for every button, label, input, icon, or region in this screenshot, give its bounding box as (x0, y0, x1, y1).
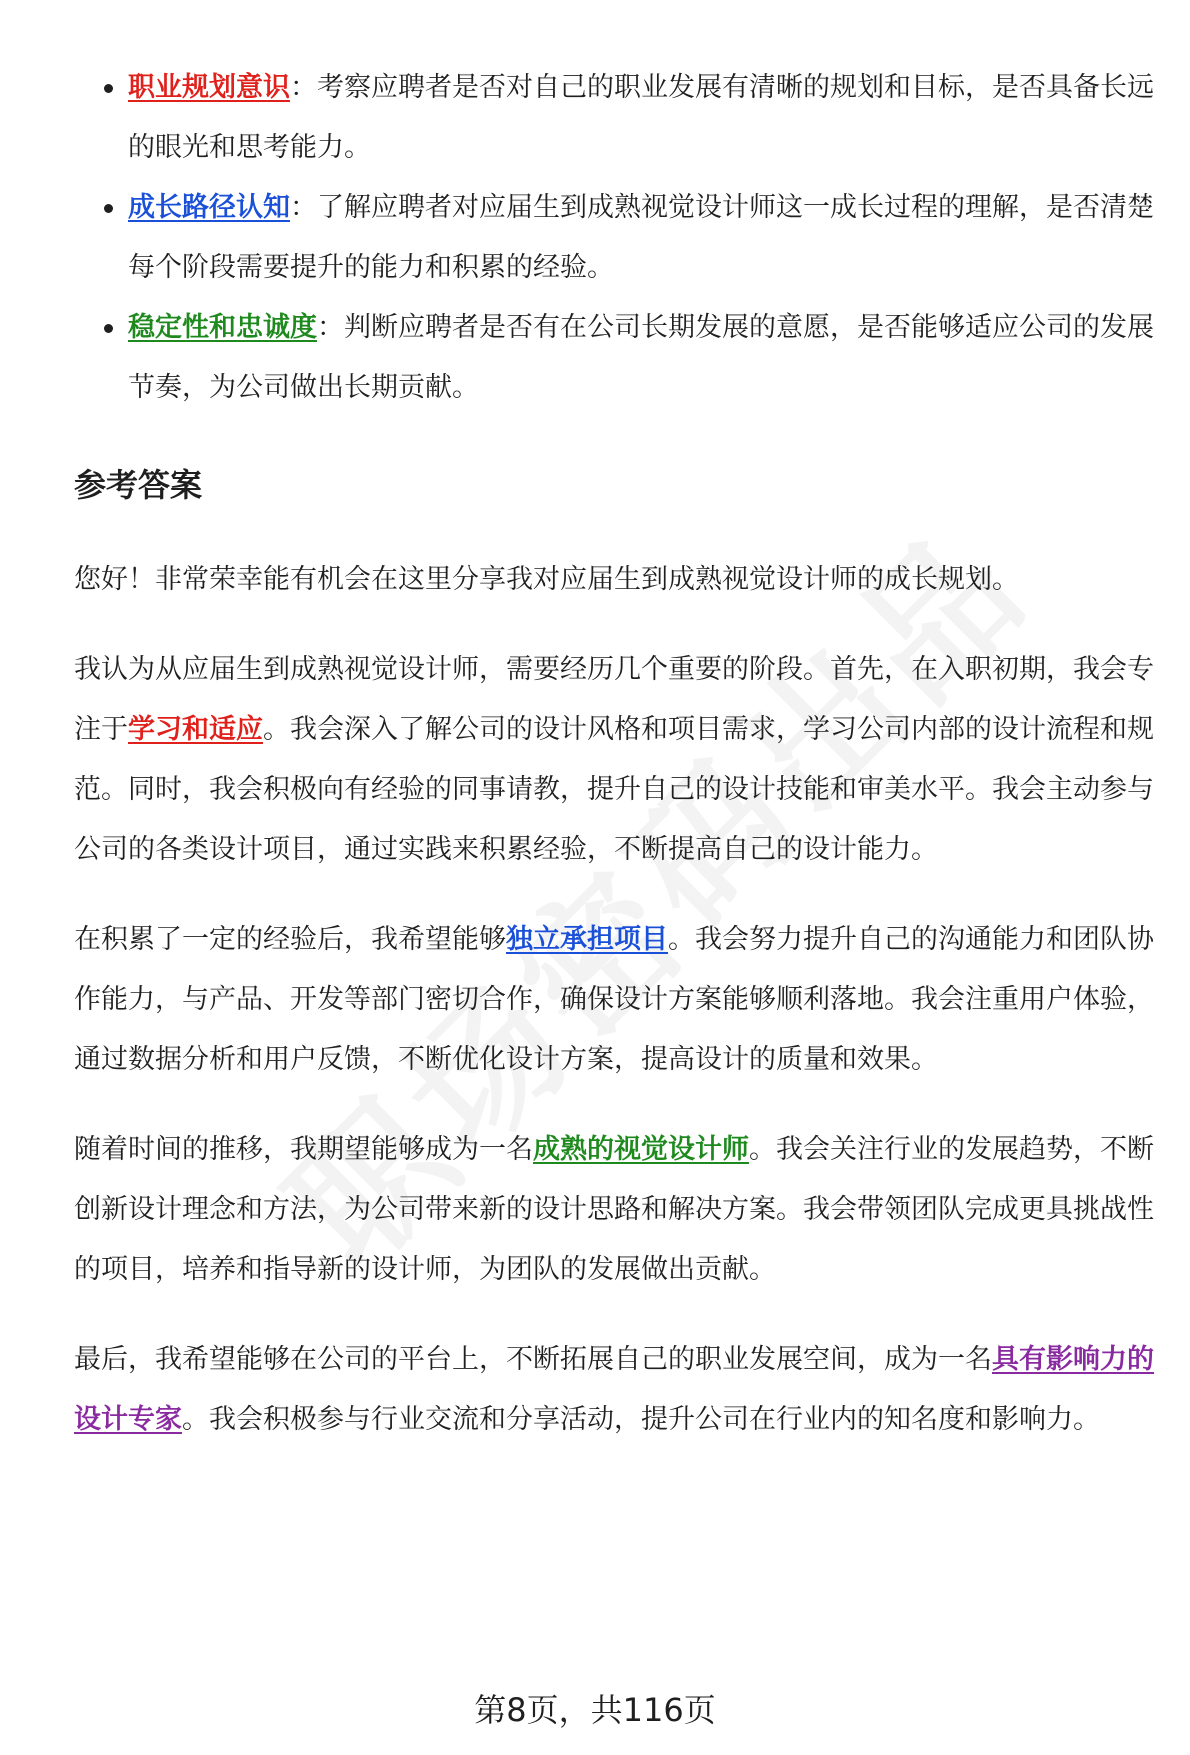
criteria-list (74, 58, 1160, 418)
bullet-text: 判断应聘者是否有在公司长期发展的意愿，是否能够适应公司的发展节奏，为公司做出长期贡献。 (128, 312, 1154, 403)
paragraph-stage-1 (74, 640, 1160, 880)
paragraph-text: 我认为从应届生到成熟视觉设计师，需要经历几个重要的阶段。首先，在入职初期，我会专注于 (74, 654, 1154, 745)
list-item (74, 178, 1160, 298)
highlight-term: 学习和适应 (128, 714, 263, 745)
document-body (74, 58, 1160, 1450)
paragraph-greeting: 您好！非常荣幸能有机会在这里分享我对应届生到成熟视觉设计师的成长规划。 (74, 564, 1019, 595)
paragraph-stage-3 (74, 1120, 1160, 1300)
bullet-term: 职业规划意识 (128, 72, 290, 103)
list-item (74, 58, 1160, 178)
bullet-term: 成长路径认知 (128, 192, 290, 223)
paragraph-text: 。我会关注行业的发展趋势，不断创新设计理念和方法，为公司带来新的设计思路和解决方案。我会带领团队完成更具挑战性的项目，培养和指导新的设计师，为团队的发展做出贡献。 (74, 1134, 1154, 1285)
highlight-term: 具有影响力的设计专家 (74, 1344, 1154, 1435)
paragraph-stage-2 (74, 910, 1160, 1090)
paragraph-text: 。我会积极参与行业交流和分享活动，提升公司在行业内的知名度和影响力。 (182, 1404, 1100, 1435)
bullet-separator: ： (290, 192, 317, 223)
bullet-text: 了解应聘者对应届生到成熟视觉设计师这一成长过程的理解，是否清楚每个阶段需要提升的能力和积累的经验。 (128, 192, 1154, 283)
bullet-separator: ： (290, 72, 317, 103)
paragraph-stage-4 (74, 1330, 1160, 1450)
bullet-text: 考察应聘者是否对自己的职业发展有清晰的规划和目标，是否具备长远的眼光和思考能力。 (128, 72, 1154, 163)
highlight-term: 独立承担项目 (506, 924, 668, 955)
paragraph-text: 。我会深入了解公司的设计风格和项目需求，学习公司内部的设计流程和规范。同时，我会积极向有经验的同事请教，提升自己的设计技能和审美水平。我会主动参与公司的各类设计项目，通过实践来积累经验，不断提高自己的设计能力。 (74, 714, 1154, 865)
highlight-term: 成熟的视觉设计师 (533, 1134, 749, 1165)
list-item (74, 298, 1160, 418)
paragraph-text: 最后，我希望能够在公司的平台上，不断拓展自己的职业发展空间，成为一名 (74, 1344, 992, 1375)
paragraph-text: 。我会努力提升自己的沟通能力和团队协作能力，与产品、开发等部门密切合作，确保设计方案能够顺利落地。我会注重用户体验，通过数据分析和用户反馈，不断优化设计方案，提高设计的质量和效果。 (74, 924, 1154, 1075)
bullet-term: 稳定性和忠诚度 (128, 312, 317, 343)
page-number: 第8页，共116页 (474, 1691, 716, 1729)
paragraph-text: 随着时间的推移，我期望能够成为一名 (74, 1134, 533, 1165)
section-title: 参考答案 (74, 466, 203, 504)
bullet-separator: ： (317, 312, 344, 343)
paragraph-text: 在积累了一定的经验后，我希望能够 (74, 924, 506, 955)
